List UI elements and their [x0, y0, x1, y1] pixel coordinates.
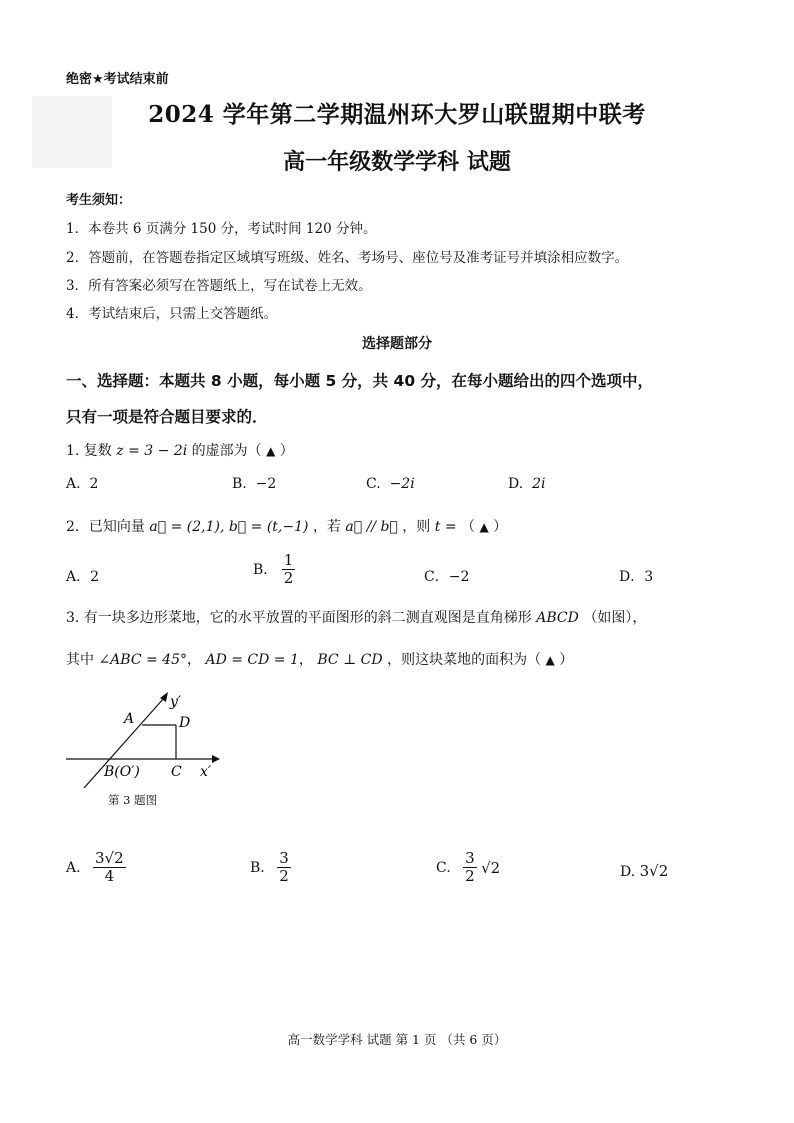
question-1-expr: z = 3 − 2i [116, 443, 188, 459]
x-axis-arrow [212, 755, 220, 763]
notes-heading: 考生须知： [66, 193, 132, 208]
section-heading: 选择题部分 [362, 336, 432, 352]
trapezoid-name: ABCD [536, 610, 579, 626]
page-footer: 高一数学学科 试题 第 1 页 （共 6 页） [287, 1032, 507, 1047]
question-3-stem-line2: 其中 ∠ABC = 45°， AD = CD = 1， BC ⊥ CD ，则这块菜地的面积为（ ▲ ） [66, 652, 574, 668]
question-3-stem-line1: 3. 有一块多边形菜地，它的水平放置的平面图形的斜二测直观图是直角梯形 ABCD （如图）， [66, 610, 647, 626]
label-x-prime: x′ [200, 764, 212, 780]
confidential-label: 绝密★考试结束前 [66, 72, 169, 87]
question-1-suffix: 的虚部为（ [191, 443, 262, 459]
q3-option-a: A. $\frac{3√2}{4}$ [66, 849, 124, 886]
fraction: $\frac{1}{2}$ [283, 551, 294, 588]
part-instruction-line1: 一、选择题：本题共 8 小题，每小题 5 分，共 40 分，在每小题给出的四个选项中， [66, 372, 654, 390]
q2-option-d: D．3 [619, 569, 654, 585]
question-1-stem [66, 440, 294, 460]
question-2-then: ，则 [402, 519, 431, 535]
question-2-mid: ，若 [312, 519, 341, 535]
exam-title: 2024 学年第二学期温州环大罗山联盟期中联考 [148, 101, 646, 128]
note-item-1: 1．本卷共 6 页满分 150 分，考试时间 120 分钟。 [66, 221, 377, 237]
q3-option-c: C. $\frac{3}{2}$ √2 [436, 849, 501, 886]
q1-option-c: C. −2i [366, 476, 415, 492]
figure-caption: 第 3 题图 [108, 793, 158, 807]
oblique-projection-figure [60, 688, 230, 788]
q3-option-b: B. $\frac{3}{2}$ [250, 849, 289, 886]
question-2-stem: 2．已知向量 a⃗ = (2,1), b⃗ = (t,−1) ，若 a⃗ // b⃗ ，则 t = （ ▲ ） [66, 519, 508, 535]
q2-option-b: B． $\frac{1}{2}$ [253, 551, 294, 588]
q2-option-c: C．−2 [424, 569, 470, 585]
fraction: $\frac{3√2}{4}$ [95, 849, 124, 886]
q3-option-d: D. 3√2 [620, 862, 669, 880]
part-instruction-line2: 只有一项是符合题目要求的． [66, 408, 268, 426]
label-a: A [124, 711, 135, 727]
question-2-condition: a⃗ // b⃗ [345, 519, 398, 535]
fraction: $\frac{3}{2}$ [279, 849, 289, 886]
fraction: $\frac{3}{2}$ [465, 849, 475, 886]
q1-option-a: A. 2 [66, 476, 99, 492]
label-b-origin: B(O′) [104, 764, 140, 780]
answer-marker-triangle: ▲ [545, 653, 555, 667]
answer-marker-triangle: ▲ [479, 520, 489, 534]
note-item-3: 3．所有答案必须写在答题纸上，写在试卷上无效。 [66, 278, 372, 294]
label-c: C [171, 764, 182, 780]
q1-option-d: D. 2i [508, 476, 546, 492]
exam-subtitle: 高一年级数学学科 试题 [283, 149, 511, 175]
answer-marker-triangle: ▲ [266, 444, 276, 458]
q2-option-a: A．2 [66, 569, 100, 585]
sqrt-two: √2 [481, 858, 501, 877]
question-1-close: ） [279, 443, 294, 459]
label-d: D [179, 715, 191, 731]
note-item-2: 2．答题前，在答题卷指定区域填写班级、姓名、考场号、座位号及准考证号并填涂相应数字。 [66, 250, 629, 266]
question-1-prefix: 1. 复数 [66, 443, 112, 459]
question-2-var: t = [434, 519, 457, 535]
note-item-4: 4．考试结束后，只需上交答题纸。 [66, 306, 278, 322]
question-2-vectors: a⃗ = (2,1), b⃗ = (t,−1) [149, 519, 309, 535]
label-y-prime: y′ [170, 694, 182, 710]
question-2-prefix: 2．已知向量 [66, 519, 145, 535]
q1-option-b: B. −2 [232, 476, 277, 492]
